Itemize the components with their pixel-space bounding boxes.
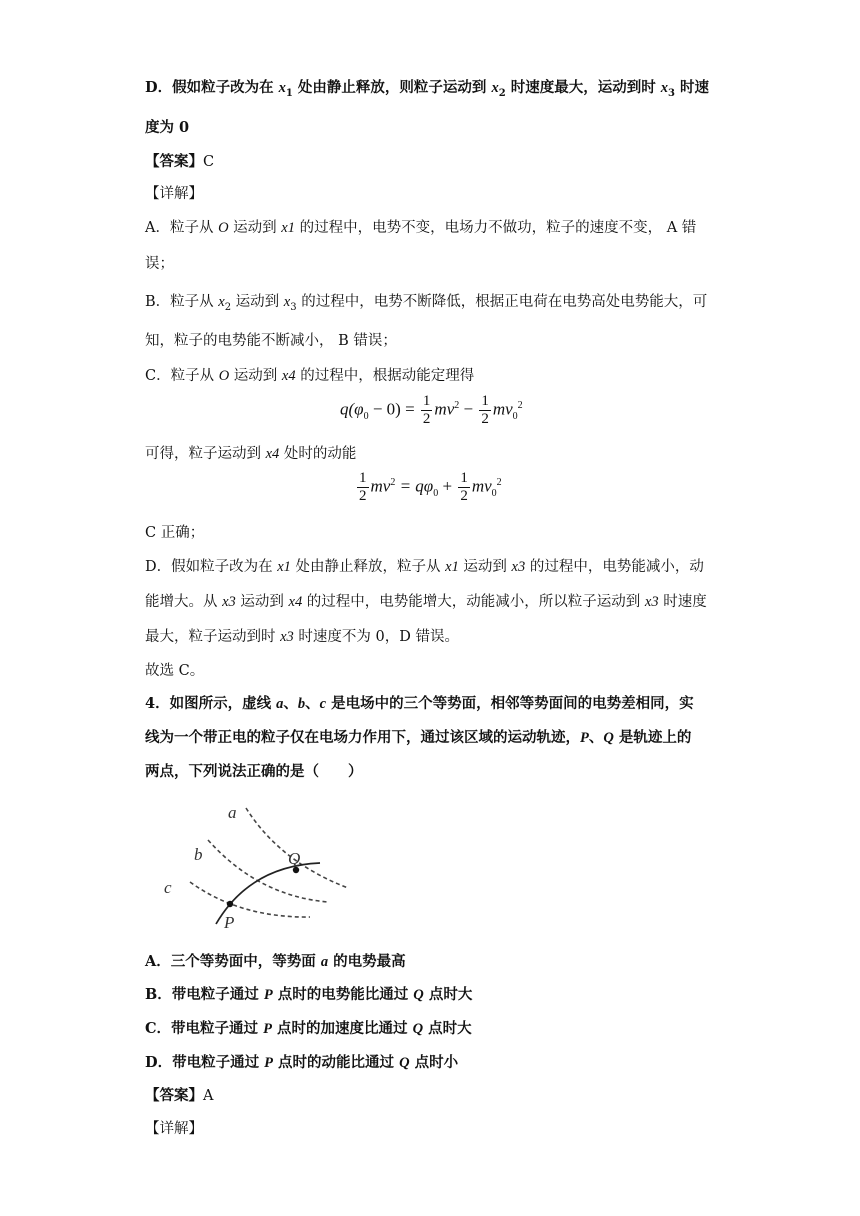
choose-1: 故选 C。 [145,663,205,679]
expl-b-line2: 知，粒子的电势能不断减小， B 错误； [145,333,397,349]
q4-option-b: B．带电粒子通过 P 点时的电势能比通过 Q 点时大 [145,986,473,1003]
label-p: P [224,913,235,932]
equipotential-line-a [246,808,348,888]
equipotential-line-c [190,882,310,917]
q4-option-c: C．带电粒子通过 P 点时的加速度比通过 Q 点时大 [145,1020,472,1037]
label-c: c [164,878,172,897]
expl-d-line3: 最大，粒子运动到时 x3 时速度不为 0，D 错误。 [145,629,459,645]
expl-b-line1: B．粒子从 $x_2$ 运动到 $x_3$ 的过程中，电势不断降低，根据正电荷在电势高处电势能大，可 [145,294,708,313]
explain-2-heading: 【详解】 [145,1121,203,1137]
q4-stem-line1: 4．如图所示，虚线 a、b、c 是电场中的三个等势面，相邻等势面间的电势差相同，实 [145,695,694,712]
expl-c-line1: C．粒子从 O 运动到 x4 的过程中，根据动能定理得 [145,368,475,384]
expl-a-line2: 误； [145,256,174,272]
q4-option-a: A．三个等势面中，等势面 a 的电势最高 [145,953,406,970]
q4-stem-line3: 两点，下列说法正确的是（ ） [145,763,363,780]
q4-option-d: D．带电粒子通过 P 点时的动能比通过 Q 点时小 [145,1054,459,1071]
expl-d-line2: 能增大。从 x3 运动到 x4 的过程中，电势能增大，动能减小，所以粒子运动到 x3 时速度 [145,594,707,610]
expl-d-line1: D．假如粒子改为在 x1 处由静止释放，粒子从 x1 运动到 x3 的过程中，电势能减小，动 [145,559,704,575]
equipotential-line-b [208,840,328,902]
answer-1: 【答案】C [145,153,215,170]
q4-stem-line2: 线为一个带正电的粒子仅在电场力作用下，通过该区域的运动轨迹，P、Q 是轨迹上的 [145,729,692,746]
q3-option-d-line2: 度为 0 [145,119,190,136]
equipotential-figure [160,800,360,935]
label-a: a [228,803,237,822]
q3-option-d-line1: D．假如粒子改为在 $x_1$ 处由静止释放，则粒子运动到 $x_2$ 时速度最大，运动到时 $x_3$ 时速 [145,79,710,99]
expl-c-line2: 可得，粒子运动到 x4 处时的动能 [145,446,357,462]
expl-a-line1: A．粒子从 O 运动到 x1 的过程中，电势不变，电场力不做功，粒子的速度不变， A 错 [145,220,697,236]
equation-2: $\frac{1}{2}$ $mv^2 = q\varphi_0$ + $\frac{1}{2}$ $mv_0^2$ [359,470,502,504]
expl-c-line3: C 正确； [145,525,205,541]
explain-1-heading: 【详解】 [145,186,203,202]
equation-1: $q(\varphi_0 - 0)$ = $\frac{1}{2}$ $mv^2$ − $\frac{1}{2}$ $mv_0^2$ [340,393,523,427]
point-p-dot [227,901,233,907]
label-b: b [194,845,203,864]
label-q: Q [288,849,301,868]
answer-2: 【答案】A [145,1087,214,1104]
